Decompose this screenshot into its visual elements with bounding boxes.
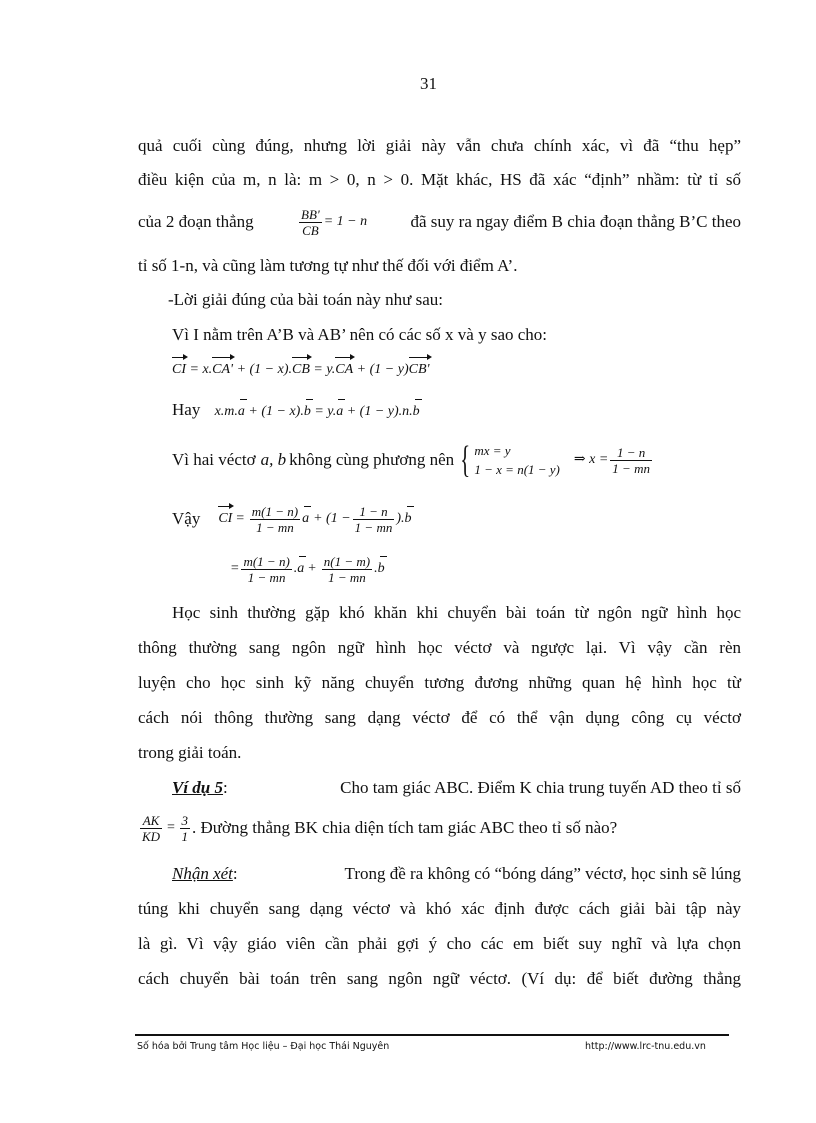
paragraph-line: cách nói thông thường sang dạng véctơ để có thể vận dụng công cụ véctơ: [138, 708, 741, 727]
fraction-numerator: 3: [181, 812, 189, 828]
fraction-numerator: n(1 − m): [323, 553, 371, 569]
remark-heading: [172, 864, 741, 884]
math-text: .: [374, 561, 378, 576]
paragraph-line: thông thường sang ngôn ngữ hình học véctơ và ngược lại. Vì vậy cần rèn: [138, 638, 741, 657]
hay-label: Hay: [172, 400, 201, 419]
fraction: [241, 554, 291, 585]
vector-b: b: [413, 402, 420, 422]
vector-b: b: [378, 559, 385, 579]
text-span: Vì hai véctơ: [172, 450, 256, 469]
math-text: = y.: [313, 362, 336, 377]
equation-2: [172, 400, 420, 422]
vector-b: b: [405, 509, 412, 529]
text-span: :: [232, 864, 238, 883]
paragraph-line-with-ratio: [138, 204, 741, 240]
paragraph-line: túng khi chuyển sang dạng véctơ và khó xác định được cách giải bài tập này: [138, 899, 741, 918]
fraction-numerator: BB': [301, 206, 320, 222]
fraction: [140, 813, 162, 844]
paragraph-line: luyện cho học sinh kỹ năng chuyển tương đương những quan hệ hình học từ: [138, 673, 741, 692]
system-brace: {: [460, 439, 471, 481]
math-text: = 1 − n: [323, 214, 368, 229]
text-span: không cùng phương nên: [289, 450, 455, 469]
fraction-denominator: KD: [142, 828, 161, 844]
math-text: +: [307, 561, 317, 576]
footer-url[interactable]: http://www.lrc-tnu.edu.vn: [585, 1041, 706, 1052]
result-line-2: [230, 550, 385, 588]
vector-ca: CA: [335, 360, 353, 380]
example-label-group: [172, 778, 228, 798]
fraction: [180, 813, 191, 844]
page-number: 31: [420, 74, 437, 93]
remark-label-group: [172, 864, 238, 884]
vector-ca-prime: CA': [212, 360, 233, 380]
vector-ci: CI: [218, 509, 232, 529]
fraction-denominator: 1 − mn: [354, 519, 393, 535]
vector-cb-prime: CB': [409, 360, 430, 380]
vector-ci: CI: [172, 360, 186, 380]
math-text: + (1 − y).n.: [346, 404, 413, 419]
fraction-denominator: 1 − mn: [612, 460, 650, 476]
math-text: ⇒ x =: [573, 452, 609, 467]
paragraph-line: Học sinh thường gặp khó khăn khi chuyển bài toán từ ngôn ngữ hình học: [172, 603, 741, 622]
math-text: .: [293, 561, 298, 576]
fraction: [353, 504, 395, 535]
math-text: + (1 − x).: [236, 362, 292, 377]
fraction-numerator: m(1 − n): [243, 553, 290, 569]
remark-label: Nhận xét: [172, 864, 233, 883]
fraction-denominator: 1 − mn: [247, 569, 286, 585]
fraction: [322, 554, 372, 585]
solution-intro: Vì I nằm trên A’B và AB’ nên có các số x và y sao cho:: [172, 325, 548, 344]
fraction-numerator: 1 − n: [610, 445, 652, 461]
equation-1: [172, 360, 430, 380]
vector-a: a: [302, 509, 309, 529]
example-heading: [172, 778, 741, 798]
footer-source: Số hóa bởi Trung tâm Học liệu – Đại học Thái Nguyên: [137, 1041, 390, 1052]
fraction-denominator: CB: [302, 222, 319, 238]
math-text: + (1 −: [313, 511, 351, 526]
math-expression: [215, 404, 420, 419]
result-line-1: [172, 500, 412, 538]
text-span: :: [223, 778, 228, 797]
vectors-ab: a, b: [260, 450, 287, 469]
math-text: =: [230, 561, 240, 576]
math-text: = x.: [189, 362, 213, 377]
vector-a: a: [336, 402, 343, 422]
fraction: [610, 445, 652, 476]
fraction-denominator: 1 − mn: [256, 519, 294, 535]
text-span: đã suy ra ngay điểm B chia đoạn thẳng B’C theo: [410, 212, 741, 231]
math-expression: [230, 554, 385, 585]
paragraph-line: điều kiện của m, n là: m > 0, n > 0. Mặt khác, HS đã xác “định” nhầm: từ tỉ số: [138, 170, 741, 189]
solution-heading: -Lời giải đúng của bài toán này như sau:: [168, 290, 444, 309]
vector-cb: CB: [292, 360, 310, 380]
paragraph-line: tỉ số 1-n, và cũng làm tương tự như thế đối với điểm A’.: [138, 256, 518, 275]
math-text: + (1 − x).: [248, 404, 304, 419]
fraction: [299, 207, 322, 238]
text-span: . Đường thẳng BK chia diện tích tam giác ABC theo tỉ số nào?: [192, 818, 618, 837]
math-text: = y.: [314, 404, 337, 419]
system-eq-2: 1 − x = n(1 − y): [474, 462, 560, 477]
fraction-denominator: 1: [181, 828, 189, 844]
text-span: Cho tam giác ABC. Điểm K chia trung tuyến AD theo tỉ số: [340, 778, 741, 797]
text-span: Trong đề ra không có “bóng dáng” véctơ, học sinh sẽ lúng: [344, 864, 741, 883]
math-expression: [218, 504, 411, 535]
fraction-numerator: AK: [140, 813, 162, 829]
fraction-numerator: 1 − n: [353, 504, 395, 520]
math-text: =: [166, 820, 176, 835]
system-line: [172, 440, 654, 480]
example-ratio-line: [138, 808, 617, 848]
equation-system: [474, 441, 560, 479]
system-eq-1: mx = y: [474, 443, 511, 458]
math-text: + (1 − y): [356, 362, 409, 377]
math-text: =: [235, 511, 245, 526]
paragraph-line: quả cuối cùng đúng, nhưng lời giải này vẫn chưa chính xác, vì đã “thu hẹp”: [138, 136, 741, 155]
paragraph-line: là gì. Vì vậy giáo viên cần phải gợi ý cho các em biết suy nghĩ và lựa chọn: [138, 934, 741, 953]
ratio-expression: [297, 207, 367, 238]
fraction-denominator: 1 − mn: [328, 569, 366, 585]
fraction: [250, 504, 300, 535]
math-text: x.m.: [214, 404, 238, 419]
vector-a: a: [238, 402, 245, 422]
footer-divider: [135, 1034, 729, 1036]
fraction-numerator: m(1 − n): [251, 503, 299, 519]
example-label: Ví dụ 5: [172, 778, 224, 797]
paragraph-line: trong giải toán.: [138, 743, 242, 762]
vector-b: b: [304, 402, 311, 422]
paragraph-line: cách chuyển bài toán trên sang ngôn ngữ véctơ. (Ví dụ: để biết đường thẳng: [138, 969, 741, 988]
math-text: ).: [396, 511, 405, 526]
text-span: của 2 đoạn thẳng: [138, 212, 254, 231]
result-label: Vậy: [172, 509, 201, 528]
vector-a: a: [297, 559, 304, 579]
